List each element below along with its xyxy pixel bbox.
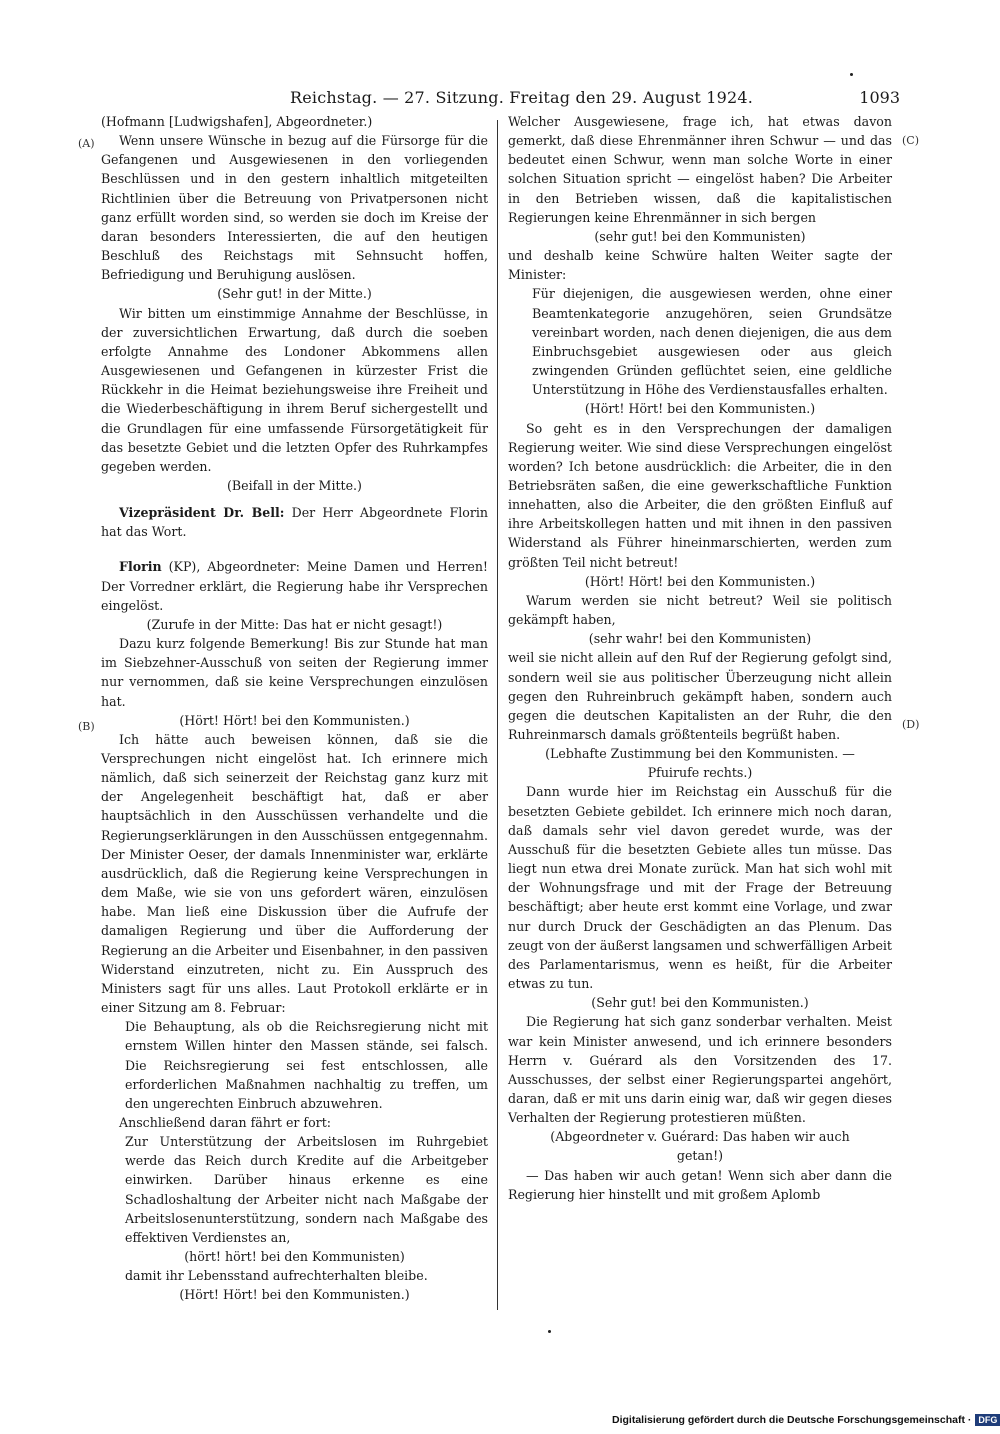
reaction: (Sehr gut! in der Mitte.): [217, 286, 372, 302]
spacer: [101, 549, 488, 557]
reaction: (Hört! Hört! bei den Kommunisten.): [584, 573, 816, 589]
ink-dot: [548, 1330, 551, 1333]
paragraph: Dann wurde hier im Reichstag ein Ausschuß für die besetzten Gebiete gebildet. Ich erinnere mich noch daran, daß damals sehr viel davon geredet wurde, was der Ausschuß für die besetzten Gebiete alles tun müsse. Das liegt nun etwa drei Monate zurück. Man hat sich wohl mit der Wohnungsfrage und mit der Frage der Betreuung beschäftigt; aber heute erst kommt eine Vorlage, und zwar nur durch Druck der Geschädigten an das Plenum. Das zeugt von der äußerst langsamen und schwerfälligen Arbeit des Parlamentarismus, wenn es heißt, für die Arbeiter etwas zu tun.: [508, 784, 892, 992]
digitization-credit: [612, 1414, 1000, 1426]
quotation: Die Behauptung, als ob die Reichsregierung nicht mit ernstem Willen hinter den Massen stände, sei falsch. Die Reichsregierung sei fest entschlossen, alle erforderlichen Maßnahmen nachhaltig zu treffen, um den ungerechten Einbruch abzuwehren.: [125, 1019, 488, 1111]
vice-president-remark: [101, 503, 488, 541]
paragraph: Anschließend daran fährt er fort:: [119, 1114, 332, 1130]
margin-marker-c: (C): [902, 134, 919, 147]
margin-marker-b: (B): [78, 720, 95, 733]
reaction: (Hört! Hört! bei den Kommunisten.): [584, 401, 816, 417]
paragraph: Dazu kurz folgende Bemerkung! Bis zur Stunde hat man im Siebzehner-Ausschuß von seiten der Regierung immer nur vernommen, daß sie keine Versprechungen einzulösen hat.: [101, 636, 488, 709]
credit-text: Digitalisierung gefördert durch die Deutsche Forschungsgemeinschaft ·: [612, 1414, 972, 1426]
reaction: (sehr wahr! bei den Kommunisten): [588, 631, 812, 647]
reaction: (Hört! Hört! bei den Kommunisten.): [179, 712, 410, 728]
reaction: Pfuirufe rechts.): [647, 765, 753, 781]
reaction: (sehr gut! bei den Kommunisten): [594, 228, 806, 244]
running-title: Reichstag. — 27. Sitzung. Freitag den 29. August 1924.: [290, 88, 754, 107]
reaction: (Sehr gut! bei den Kommunisten.): [591, 995, 809, 1011]
paragraph: und deshalb keine Schwüre halten Weiter sagte der Minister:: [508, 248, 892, 283]
margin-marker-d: (D): [902, 718, 920, 731]
right-column: [508, 112, 892, 1204]
paragraph: Welcher Ausgewiesene, frage ich, hat etwas davon gemerkt, daß diese Ehrenmänner ihren Schwur — und das bedeutet einen Schwur, wenn man solche Worte in einer solchen Situation spricht — eingelöst haben? Die Arbeiter in den Betrieben wissen, daß die kapitalistischen Regierungen keine Ehrenmänner in sich bergen: [508, 114, 892, 225]
reaction: (Lebhafte Zustimmung bei den Kommunisten. —: [545, 746, 855, 762]
speaker-name: Vizepräsident Dr. Bell:: [119, 505, 285, 521]
quotation: damit ihr Lebensstand aufrechterhalten bleibe.: [125, 1268, 428, 1284]
paragraph: Die Regierung hat sich ganz sonderbar verhalten. Meist war kein Minister anwesend, und ich erinnere besonders Herrn v. Guérard als den Vorsitzenden des 17. Ausschusses, der selbst einer Regierungspartei angehört, daran, daß er mit uns darin einig war, daß wir gegen dieses Verhalten der Regierung protestieren müßten.: [508, 1014, 892, 1126]
paragraph: Ich hätte auch beweisen können, daß sie die Versprechungen nicht eingelöst hat. Ich erinnere mich nämlich, daß sich seinerzeit der Reichstag ganz kurz mit der Angelegenheit beschäftigt hat, daß er aber hauptsächlich in den Ausschüssen verhandelte und die Regierungserklärungen in den Ausschüssen entgegennahm. Der Minister Oeser, der damals Innenminister war, erklärte ausdrücklich, daß die Regierung keine Versprechungen in dem Maße, wie sie von uns gefordert wären, einzulösen habe. Man ließ eine Diskussion über die Aufrufe der damaligen Regierung und über die Aufforderung der Regierung an die Arbeiter und Eisenbahner, in den passiven Widerstand einzutreten, nicht zu. Ein Ausspruch des Ministers sagt für uns alles. Laut Protokoll erklärte er in einer Sitzung am 8. Februar:: [101, 731, 488, 1016]
paragraph: Warum werden sie nicht betreut? Weil sie politisch gekämpft haben,: [508, 592, 892, 628]
spacer: [101, 495, 488, 503]
intro-text: (KP), Abgeordneter: Meine Damen und Herren! Der Vorredner erklärt, die Regierung habe ihr Versprechen eingelöst.: [101, 559, 488, 613]
reaction: (Hört! Hört! bei den Kommunisten.): [179, 1287, 410, 1303]
column-divider: [497, 120, 498, 1310]
page-number: 1093: [859, 88, 900, 107]
quotation: Zur Unterstützung der Arbeitslosen im Ruhrgebiet werde das Reich durch Kredite auf die Arbeitgeber einwirken. Darüber hinaus erkenne es eine Schadloshaltung der Arbeiter nicht nach Maßgabe der Arbeitslosenunterstützung, sondern nach Maßgabe des effektiven Verdienstes an,: [125, 1134, 488, 1245]
spacer: [101, 541, 488, 549]
ink-dot: [850, 73, 853, 76]
reaction: (Zurufe in der Mitte: Das hat er nicht gesagt!): [146, 616, 443, 632]
reaction: (Beifall in der Mitte.): [227, 477, 362, 493]
paragraph: So geht es in den Versprechungen der damaligen Regierung weiter. Wie sind diese Versprechungen eingelöst worden? Ich betone ausdrücklich: die Arbeiter, die in den Betriebsräten saßen, die eine gewerkschaftliche Funktion innehatten, also die Arbeiter, die den größten Einfluß auf ihre Arbeitskollegen hatten und mit ihnen in den passiven Widerstand als Führer hineinmarschierten, werden zum größten Teil nicht betreut!: [508, 420, 892, 570]
reaction: (hört! hört! bei den Kommunisten): [184, 1249, 405, 1265]
speaker-heading: (Hofmann [Ludwigshafen], Abgeordneter.): [101, 114, 373, 129]
paragraph: Wir bitten um einstimmige Annahme der Beschlüsse, in der zuversichtlichen Erwartung, daß durch die soeben erfolgte Annahme des Londoner Abkommens allen Ausgewiesenen und Gefangenen in kürzester Frist die Rückkehr in die Heimat beziehungsweise ihre Freiheit und die Wiederbeschäftigung in ihrem Beruf sichergestellt und die Grundlagen für eine umfassende Fürsorgetätigkeit für das besetzte Gebiet und die letzten Opfer des Ruhrkampfes gegeben werden.: [101, 305, 488, 474]
reaction: getan!): [676, 1148, 724, 1164]
page-header: [100, 88, 900, 112]
quotation: Für diejenigen, die ausgewiesen werden, ohne einer Beamtenkategorie anzugehören, seien Grundsätze vereinbart worden, nach denen diejenigen, die aus dem Einbruchsgebiet ausgewiesen oder aus gleich zwingenden Gründen geflüchtet seien, eine geldliche Unterstützung in Höhe des Verdienstausfalles erhalten.: [532, 286, 892, 398]
florin-intro: [101, 557, 488, 614]
paragraph: weil sie nicht allein auf den Ruf der Regierung gefolgt sind, sondern weil sie aus politischer Überzeugung nicht allein gegen den Ruhreinbruch gekämpft haben, sondern auch gegen die deutschen Kapitalisten an der Ruhr, die den Ruhreinmarsch damals größtenteils begrüßt haben.: [508, 650, 892, 742]
remark-text: Der Herr Abgeordnete Florin hat das Wort.: [101, 505, 488, 540]
reaction: (Abgeordneter v. Guérard: Das haben wir auch: [550, 1129, 850, 1145]
dfg-logo: DFG: [975, 1414, 1000, 1426]
left-column: [101, 112, 488, 1305]
paragraph: — Das haben wir auch getan! Wenn sich aber dann die Regierung hier hinstellt und mit großem Aplomb: [508, 1167, 892, 1202]
margin-marker-a: (A): [78, 137, 95, 150]
speaker-name: Florin: [119, 559, 162, 575]
paragraph: Wenn unsere Wünsche in bezug auf die Fürsorge für die Gefangenen und Ausgewiesenen in den vorliegenden Beschlüssen und in den gestern inhaltlich mitgeteilten Richtlinien über die Betreuung von Privatpersonen nicht ganz erfüllt worden sind, so werden sie doch im Kreise der daran besonders Interessierten, die auf den heutigen Beschluß des Reichstags mit Sehnsucht hoffen, Befriedigung und Beruhigung auslösen.: [101, 133, 488, 283]
